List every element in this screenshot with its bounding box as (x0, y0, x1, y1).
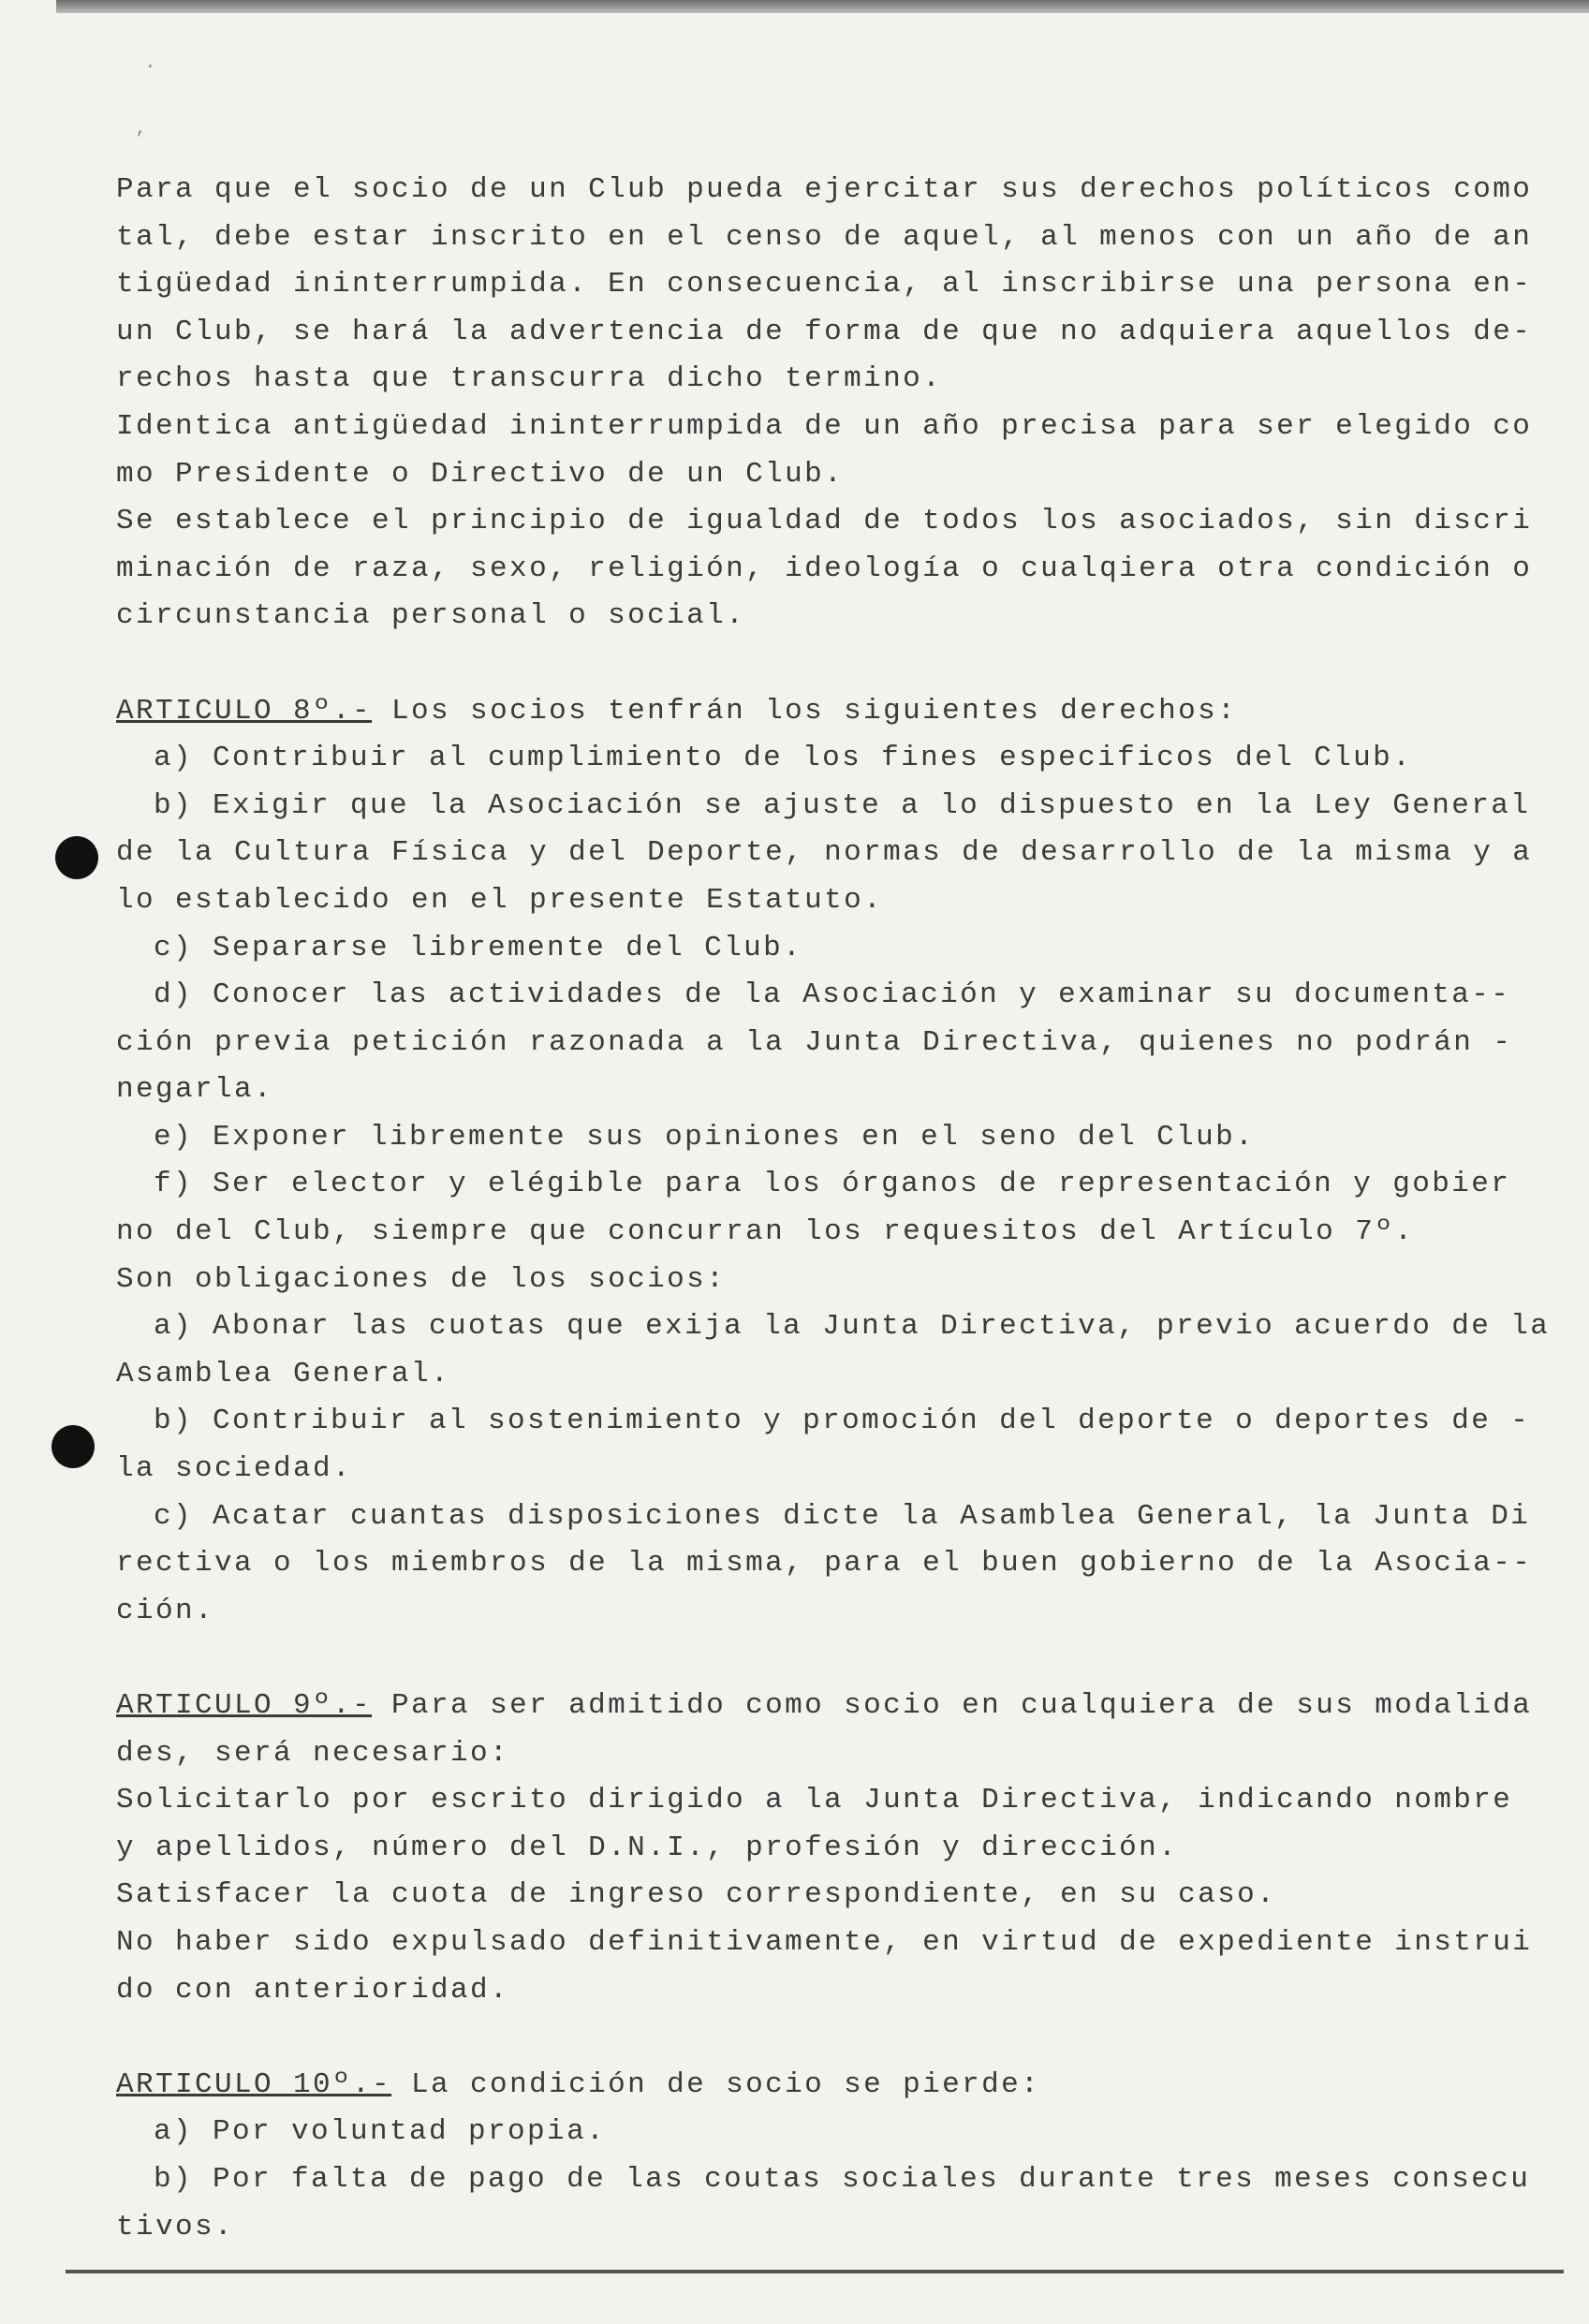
text-line: e) Exponer libremente sus opiniones en el seno del Club. (154, 1120, 1256, 1154)
text-line: no del Club, siempre que concurran los requesitos del Artículo 7º. (116, 1215, 1415, 1249)
article-9-heading: ARTICULO 9º.- (116, 1689, 373, 1722)
text-line: tivos. (116, 2210, 235, 2243)
scan-speck: , (136, 120, 146, 139)
article-9-heading-line (116, 1683, 1533, 1730)
text-line: No haber sido expulsado definitivamente, en virtud de expediente instrui (116, 1925, 1533, 1959)
article-10-heading-line (116, 2062, 1502, 2110)
text-line: ción. (116, 1594, 215, 1627)
text-line: b) Por falta de pago de las coutas sociales durante tres meses consecu (154, 2162, 1531, 2196)
text-line: Para que el socio de un Club pueda ejercitar sus derechos políticos como (116, 173, 1533, 206)
text-line: Satisfacer la cuota de ingreso correspondiente, en su caso. (116, 1878, 1277, 1912)
text-line: mo Presidente o Directivo de un Club. (116, 457, 845, 491)
text-line: minación de raza, sexo, religión, ideología o cualqiera otra condición o (116, 552, 1533, 585)
text-line: Identica antigüedad ininterrumpida de un año precisa para ser elegido co (116, 409, 1533, 443)
text-line: Se establece el principio de igualdad de todos los asociados, sin discri (116, 505, 1533, 538)
top-scan-edge (56, 0, 1589, 13)
text-line: tal, debe estar inscrito en el censo de aquel, al menos con un año de an (116, 220, 1533, 254)
text-line: a) Abonar las cuotas que exija la Junta Directiva, previo acuerdo de la (154, 1310, 1551, 1344)
text-line: b) Exigir que la Asociación se ajuste a lo dispuesto en la Ley General (154, 788, 1531, 822)
text-line: a) Contribuir al cumplimiento de los fines especificos del Club. (154, 742, 1413, 775)
text-line: un Club, se hará la advertencia de forma de que no adquiera aquellos de- (116, 315, 1533, 348)
text-line: c) Separarse libremente del Club. (154, 931, 803, 964)
text-line: circunstancia personal o social. (116, 599, 746, 633)
article-8-heading: ARTICULO 8º.- (116, 694, 373, 728)
text-line: des, será necesario: (116, 1736, 510, 1770)
text-line: c) Acatar cuantas disposiciones dicte la Asamblea General, la Junta Di (154, 1499, 1531, 1533)
article-8-intro: Los socios tenfrán los siguientes derechos: (372, 694, 1238, 728)
punch-hole-icon (55, 836, 98, 879)
text-line: ción previa petición razonada a la Junta Directiva, quienes no podrán - (116, 1025, 1513, 1059)
text-line: a) Por voluntad propia. (154, 2115, 607, 2149)
text-line: rectiva o los miembros de la misma, para el buen gobierno de la Asocia-- (116, 1547, 1533, 1581)
text-line: d) Conocer las actividades de la Asociación y examinar su documenta-- (154, 978, 1511, 1012)
text-line: la sociedad. (116, 1452, 353, 1486)
punch-hole-icon (51, 1425, 95, 1468)
article-10-heading: ARTICULO 10º.- (116, 2067, 392, 2101)
article-9-intro: Para ser admitido como socio en cualquiera de sus modalida (372, 1689, 1533, 1722)
text-line: b) Contribuir al sostenimiento y promoción del deporte o deportes de - (154, 1405, 1531, 1438)
text-line: negarla. (116, 1073, 274, 1107)
text-line: do con anterioridad. (116, 1973, 510, 2007)
bottom-rule (66, 2270, 1564, 2273)
text-line: lo establecido en el presente Estatuto. (116, 883, 884, 917)
text-line: y apellidos, número del D.N.I., profesión y dirección. (116, 1831, 1179, 1864)
text-line: Son obligaciones de los socios: (116, 1262, 727, 1296)
text-line: rechos hasta que transcurra dicho termino. (116, 362, 943, 396)
text-line: de la Cultura Física y del Deporte, normas de desarrollo de la misma y a (116, 836, 1533, 870)
article-10-intro: La condición de socio se pierde: (391, 2067, 1041, 2101)
scan-speck: · (145, 58, 155, 77)
article-8-heading-line (116, 688, 1502, 736)
text-line: tigüedad ininterrumpida. En consecuencia, al inscribirse una persona en- (116, 268, 1533, 302)
document-body (116, 167, 1551, 2251)
text-line: Solicitarlo por escrito dirigido a la Junta Directiva, indicando nombre (116, 1784, 1513, 1817)
text-line: Asamblea General. (116, 1357, 451, 1390)
text-line: f) Ser elector y elégible para los órganos de representación y gobier (154, 1168, 1511, 1201)
